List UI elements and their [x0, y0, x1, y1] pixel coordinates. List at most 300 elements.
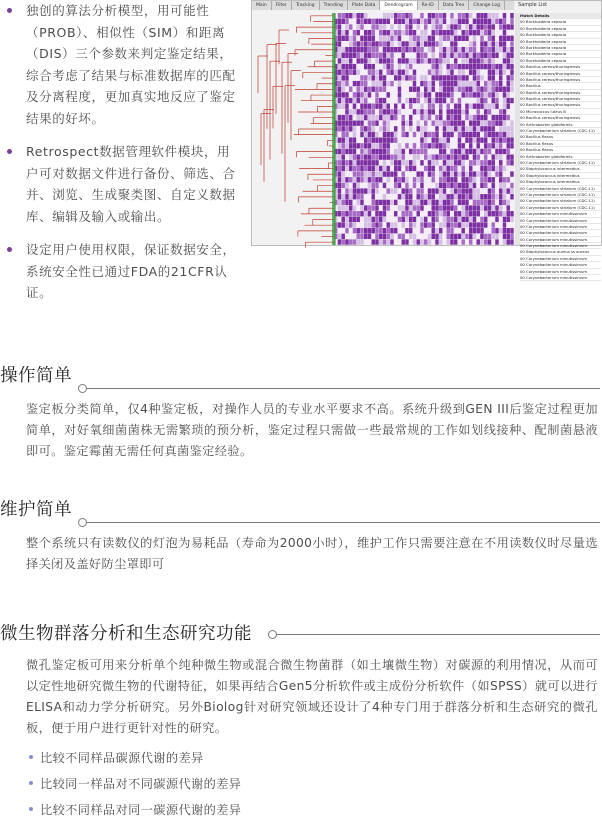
strain-row[interactable]: 00 Corynebacterium minutissimum — [520, 243, 601, 249]
heatmap-cell — [398, 70, 401, 75]
heatmap-cell — [507, 222, 510, 227]
heatmap-cell — [409, 177, 412, 182]
tab-trending[interactable]: Trending — [320, 1, 348, 10]
heatmap-cell — [447, 30, 450, 35]
strain-row[interactable]: 00 Burkholderia cepacia — [520, 39, 601, 45]
tab-change-log[interactable]: Change Log — [469, 1, 505, 10]
heatmap-cell — [424, 98, 427, 103]
strain-row[interactable]: 00 Bacillus flexus — [520, 134, 601, 140]
heatmap-cell — [357, 53, 360, 58]
heatmap-cell — [480, 104, 483, 109]
heatmap-cell — [480, 70, 483, 75]
heatmap-cell — [420, 211, 423, 216]
heatmap-cell — [462, 205, 465, 210]
heatmap-cell — [375, 211, 378, 216]
strain-row[interactable]: 00 Burkholderia cepacia — [520, 19, 601, 25]
heatmap-cell — [488, 92, 491, 97]
heatmap-cell — [405, 211, 408, 216]
heatmap-cell — [492, 13, 495, 18]
heatmap-cell — [357, 70, 360, 75]
heatmap-cell — [469, 205, 472, 210]
heatmap-cell — [372, 234, 375, 239]
list-item-text: 比较同一样品对不同碳源代谢的差异 — [40, 777, 242, 791]
heatmap-cell — [510, 115, 513, 120]
heatmap-cell — [383, 205, 386, 210]
heatmap-cell — [443, 200, 446, 205]
heatmap-cell — [417, 183, 420, 188]
strain-row[interactable]: 00 Corynebacterium minutissimum — [520, 262, 601, 268]
heatmap-cell — [495, 160, 498, 165]
heatmap-cell — [488, 171, 491, 176]
heatmap-cell — [375, 188, 378, 193]
heatmap-cell — [462, 24, 465, 29]
strain-row[interactable]: 00 Bacillus flexus — [520, 141, 601, 147]
heatmap-cell — [379, 41, 382, 46]
heatmap-cell — [420, 160, 423, 165]
heatmap-cell — [503, 58, 506, 63]
heatmap-cell — [420, 81, 423, 86]
heatmap-cell — [357, 75, 360, 80]
heatmap-cell — [492, 19, 495, 24]
heatmap-cell — [420, 30, 423, 35]
heatmap-cell — [432, 121, 435, 126]
heatmap-cell — [432, 81, 435, 86]
heatmap-cell — [495, 53, 498, 58]
tab-filter[interactable]: Filter — [272, 1, 292, 10]
heatmap-cell — [454, 13, 457, 18]
heatmap-cell — [484, 47, 487, 52]
heatmap-cell — [353, 24, 356, 29]
heatmap-cell — [507, 126, 510, 131]
heatmap-cell — [462, 239, 465, 244]
heatmap-cell — [477, 109, 480, 114]
heatmap-cell — [473, 41, 476, 46]
heatmap-cell — [353, 188, 356, 193]
strain-row[interactable]: 00 Bacillus cereus/thuringiensis — [520, 71, 601, 77]
tab-tracking[interactable]: Tracking — [292, 1, 320, 10]
heatmap-cell — [390, 137, 393, 142]
heatmap-cell — [492, 36, 495, 41]
heatmap-cell — [503, 211, 506, 216]
tab-plate-data[interactable]: Plate Data — [348, 1, 380, 10]
heatmap-cell — [342, 53, 345, 58]
heatmap-cell — [435, 115, 438, 120]
heatmap-cell — [417, 200, 420, 205]
heatmap-cell — [409, 70, 412, 75]
heatmap-cell — [465, 171, 468, 176]
heatmap-cell — [510, 143, 513, 148]
heatmap-cell — [387, 126, 390, 131]
heatmap-cell — [409, 30, 412, 35]
heatmap-cell — [379, 228, 382, 233]
strain-row[interactable]: 00 Burkholderia cepacia — [520, 26, 601, 32]
strain-row[interactable]: 00 Corynebacterium striatum (CDC-11) — [520, 192, 601, 198]
heatmap-cell — [417, 24, 420, 29]
heatmap-cell — [484, 70, 487, 75]
heatmap-cell — [387, 64, 390, 69]
heatmap-cell — [364, 194, 367, 199]
heatmap-cell — [469, 121, 472, 126]
heatmap-cell — [465, 115, 468, 120]
heatmap-cell — [495, 19, 498, 24]
heatmap-cell — [420, 143, 423, 148]
heatmap-cell — [465, 81, 468, 86]
heatmap-cell — [447, 137, 450, 142]
heatmap-cell — [383, 92, 386, 97]
strain-row[interactable]: 00 Staphylococcus intermedius — [520, 166, 601, 172]
heatmap-cell — [465, 239, 468, 244]
heatmap-cell — [417, 36, 420, 41]
heatmap-cell — [368, 211, 371, 216]
heatmap-cell — [390, 19, 393, 24]
heatmap-cell — [409, 234, 412, 239]
heatmap-cell — [375, 109, 378, 114]
heatmap-cell — [402, 13, 405, 18]
heatmap-cell — [368, 160, 371, 165]
heatmap-cell — [387, 211, 390, 216]
heatmap-cell — [364, 58, 367, 63]
heatmap-cell — [364, 98, 367, 103]
heatmap-cell — [360, 239, 363, 244]
strain-row[interactable]: 00 Corynebacterium striatum (CDC-11) — [520, 186, 601, 192]
heatmap-cell — [383, 188, 386, 193]
heatmap-cell — [447, 222, 450, 227]
heatmap-cell — [432, 239, 435, 244]
strain-row[interactable]: 00 Staphylococcus intermedius — [520, 173, 601, 179]
heatmap-cell — [477, 64, 480, 69]
strain-row[interactable]: 00 Corynebacterium minutissimum — [520, 224, 601, 230]
heatmap-cell — [338, 217, 341, 222]
heatmap-cell — [398, 160, 401, 165]
heatmap-cell — [420, 53, 423, 58]
strain-row[interactable]: 00 Bacillus cereus/thuringiensis — [520, 77, 601, 83]
heatmap-cell — [390, 75, 393, 80]
heatmap-cell — [375, 64, 378, 69]
heatmap-cell — [495, 109, 498, 114]
heatmap-cell — [443, 239, 446, 244]
strain-row[interactable]: 00 Bacillus cereus/thuringiensis — [520, 96, 601, 102]
heatmap-cell — [458, 24, 461, 29]
heatmap-cell — [345, 53, 348, 58]
heatmap-cell — [439, 222, 442, 227]
heatmap-cell — [465, 160, 468, 165]
heatmap-cell — [480, 171, 483, 176]
heatmap-cell — [357, 183, 360, 188]
heatmap-cell — [454, 228, 457, 233]
strain-row[interactable]: 00 Corynebacterium minutissimum — [520, 237, 601, 243]
heatmap-cell — [488, 58, 491, 63]
heatmap-cell — [349, 132, 352, 137]
heatmap-cell — [495, 30, 498, 35]
strain-row[interactable]: 00 Bacillus cereus/thuringiensis — [520, 115, 601, 121]
heatmap-cell — [492, 160, 495, 165]
heatmap-cell — [398, 228, 401, 233]
heatmap-cell — [402, 53, 405, 58]
heatmap-cell — [495, 36, 498, 41]
heatmap-cell — [435, 13, 438, 18]
heatmap-cell — [394, 81, 397, 86]
heatmap-cell — [353, 92, 356, 97]
heatmap-cell — [428, 104, 431, 109]
heatmap-cell — [480, 143, 483, 148]
heatmap-cell — [417, 64, 420, 69]
heatmap-cell — [450, 211, 453, 216]
heatmap-cell — [492, 154, 495, 159]
heatmap-cell — [353, 183, 356, 188]
strain-row[interactable]: 00 Bacillus cereus/thuringiensis — [520, 102, 601, 108]
heatmap-cell — [447, 194, 450, 199]
strain-row[interactable]: 00 Bacillus cereus/thuringiensis — [520, 64, 601, 70]
heatmap-cell — [435, 171, 438, 176]
heatmap-cell — [417, 160, 420, 165]
heatmap-cell — [357, 143, 360, 148]
heatmap-cell — [473, 115, 476, 120]
heatmap-cell — [409, 98, 412, 103]
heatmap-cell — [503, 239, 506, 244]
strain-row[interactable]: 00 Corynebacterium striatum (CDC-11) — [520, 205, 601, 211]
heatmap-cell — [394, 121, 397, 126]
heatmap-cell — [409, 183, 412, 188]
heatmap-cell — [447, 98, 450, 103]
heatmap-cell — [503, 183, 506, 188]
strain-row[interactable]: 00 Bacillus cereus/thuringiensis — [520, 90, 601, 96]
heatmap-cell — [364, 92, 367, 97]
heatmap-cell — [372, 160, 375, 165]
heatmap-cell — [428, 13, 431, 18]
heatmap-cell — [364, 143, 367, 148]
heatmap-cell — [420, 205, 423, 210]
heatmap-cell — [450, 64, 453, 69]
heatmap-cell — [349, 234, 352, 239]
strain-row[interactable]: 00 Corynebacterium minutissimum — [520, 211, 601, 217]
heatmap-cell — [473, 149, 476, 154]
heatmap-cell — [394, 166, 397, 171]
heatmap-cell — [349, 200, 352, 205]
heatmap-cell — [495, 98, 498, 103]
heatmap-cell — [435, 137, 438, 142]
heatmap-cell — [447, 41, 450, 46]
heatmap-cell — [413, 19, 416, 24]
heatmap-cell — [499, 143, 502, 148]
heatmap-cell — [443, 104, 446, 109]
heatmap-cell — [492, 75, 495, 80]
heatmap-cell — [507, 217, 510, 222]
strain-row[interactable]: 00 Staphylococcus intermedius — [520, 179, 601, 185]
heatmap-cell — [424, 166, 427, 171]
heatmap-cell — [488, 36, 491, 41]
heatmap-cell — [383, 70, 386, 75]
strain-row[interactable]: 00 Burkholderia cepacia — [520, 58, 601, 64]
heatmap-cell — [372, 188, 375, 193]
heatmap-cell — [469, 194, 472, 199]
heatmap-cell — [428, 36, 431, 41]
heatmap-cell — [372, 92, 375, 97]
heatmap-cell — [420, 98, 423, 103]
heatmap-cell — [499, 177, 502, 182]
heatmap-cell — [503, 41, 506, 46]
heatmap-cell — [435, 160, 438, 165]
heatmap-cell — [402, 183, 405, 188]
heatmap-cell — [473, 58, 476, 63]
heatmap-cell — [402, 58, 405, 63]
strain-row[interactable]: 00 Bacillus flexus — [520, 147, 601, 153]
heatmap-cell — [390, 160, 393, 165]
heatmap-cell — [443, 137, 446, 142]
strain-row[interactable]: 00 Micrococcus luteus B — [520, 109, 601, 115]
tab-data-tree[interactable]: Data Tree — [439, 1, 470, 10]
heatmap-cell — [465, 121, 468, 126]
heatmap-cell — [458, 239, 461, 244]
heatmap-cell — [390, 222, 393, 227]
heatmap-cell — [435, 70, 438, 75]
heatmap-cell — [473, 109, 476, 114]
heatmap-cell — [447, 36, 450, 41]
heatmap-cell — [368, 115, 371, 120]
heatmap-cell — [499, 234, 502, 239]
heatmap-cell — [394, 177, 397, 182]
strain-row[interactable]: 00 Burkholderia cepacia — [520, 51, 601, 57]
heatmap-cell — [473, 75, 476, 80]
heatmap-cell — [364, 222, 367, 227]
heatmap-cell — [465, 154, 468, 159]
heatmap-cell — [387, 160, 390, 165]
strain-row[interactable]: 00 Corynebacterium minutissimum — [520, 230, 601, 236]
heatmap-cell — [353, 160, 356, 165]
heatmap-cell — [458, 160, 461, 165]
strain-row[interactable]: 00 Corynebacterium minutissimum — [520, 256, 601, 262]
heatmap-cell — [465, 200, 468, 205]
strain-row[interactable]: 00 Arthrobacter globiformis — [520, 154, 601, 160]
strain-row[interactable]: 00 Staphylococcus aureus ss aureus — [520, 249, 601, 255]
heatmap-cell — [338, 183, 341, 188]
heatmap-cell — [480, 132, 483, 137]
strain-row[interactable]: 00 Arthrobacter globiformis — [520, 122, 601, 128]
heatmap-cell — [372, 58, 375, 63]
heatmap-cell — [360, 109, 363, 114]
heatmap-cell — [413, 58, 416, 63]
heatmap-cell — [375, 200, 378, 205]
strain-row[interactable]: 00 Corynebacterium striatum (CDC-11) — [520, 160, 601, 166]
heatmap-cell — [413, 171, 416, 176]
tab-main[interactable]: Main — [252, 1, 272, 10]
heatmap-cell — [458, 81, 461, 86]
heatmap-cell — [368, 132, 371, 137]
heatmap-cell — [417, 239, 420, 244]
heatmap-cell — [349, 228, 352, 233]
heatmap-cell — [458, 104, 461, 109]
heatmap-cell — [473, 200, 476, 205]
strain-row[interactable]: 00 Burkholderia cepacia — [520, 45, 601, 51]
heatmap-cell — [409, 19, 412, 24]
strain-row[interactable]: 00 Corynebacterium striatum (CDC-11) — [520, 128, 601, 134]
heatmap-cell — [413, 64, 416, 69]
heatmap-cell — [424, 115, 427, 120]
strain-row[interactable]: 00 Corynebacterium minutissimum — [520, 269, 601, 275]
heatmap-cell — [450, 166, 453, 171]
heatmap-cell — [507, 171, 510, 176]
heatmap-cell — [409, 228, 412, 233]
heatmap-cell — [357, 222, 360, 227]
heatmap-cell — [402, 234, 405, 239]
heatmap-cell — [353, 239, 356, 244]
heatmap-cell — [342, 75, 345, 80]
heatmap-cell — [413, 154, 416, 159]
heatmap-cell — [428, 121, 431, 126]
heatmap-cell — [488, 19, 491, 24]
heatmap-cell — [492, 115, 495, 120]
heatmap-cell — [387, 137, 390, 142]
heatmap-cell — [413, 137, 416, 142]
heatmap-cell — [417, 171, 420, 176]
tab-re-id[interactable]: Re-ID — [418, 1, 439, 10]
strain-row[interactable]: 00 Burkholderia cepacia — [520, 32, 601, 38]
heatmap-cell — [465, 183, 468, 188]
heatmap-cell — [447, 115, 450, 120]
heatmap-cell — [409, 239, 412, 244]
strain-row[interactable]: 00 Corynebacterium minutissimum — [520, 218, 601, 224]
strain-row[interactable]: 00 Corynebacterium striatum (CDC-11) — [520, 198, 601, 204]
heatmap-cell — [495, 171, 498, 176]
heatmap-cell — [364, 188, 367, 193]
heatmap-cell — [360, 104, 363, 109]
heatmap-cell — [462, 121, 465, 126]
heatmap-cell — [405, 228, 408, 233]
tab-dendrogram[interactable]: Dendrogram — [380, 1, 417, 10]
heatmap-cell — [402, 166, 405, 171]
heatmap-cell — [480, 47, 483, 52]
heatmap-cell — [458, 87, 461, 92]
heatmap-cell — [368, 104, 371, 109]
heatmap-cell — [368, 200, 371, 205]
section-title: 操作简单 — [0, 366, 72, 386]
heatmap-cell — [465, 70, 468, 75]
heatmap-cell — [443, 70, 446, 75]
heatmap-cell — [492, 200, 495, 205]
heatmap-cell — [454, 217, 457, 222]
heatmap-cell — [364, 183, 367, 188]
heatmap-cell — [465, 217, 468, 222]
heatmap-cell — [458, 58, 461, 63]
heatmap-cell — [492, 211, 495, 216]
heatmap-cell — [394, 200, 397, 205]
heatmap-cell — [398, 41, 401, 46]
heatmap-cell — [353, 81, 356, 86]
strain-row[interactable]: 00 Bacillus — [520, 83, 601, 89]
strain-row[interactable]: 00 Corynebacterium minutissimum — [520, 275, 601, 281]
heatmap-cell — [439, 36, 442, 41]
heatmap-cell — [432, 126, 435, 131]
heatmap-cell — [368, 70, 371, 75]
heatmap-cell — [394, 24, 397, 29]
heatmap-cell — [465, 98, 468, 103]
heatmap-cell — [372, 171, 375, 176]
heatmap-cell — [439, 126, 442, 131]
heatmap-cell — [469, 126, 472, 131]
heatmap-cell — [507, 121, 510, 126]
heatmap-cell — [413, 81, 416, 86]
heatmap-cell — [424, 183, 427, 188]
heatmap-cell — [428, 53, 431, 58]
heatmap-cell — [402, 132, 405, 137]
heatmap-cell — [435, 234, 438, 239]
heatmap-cell — [488, 115, 491, 120]
heatmap-cell — [450, 36, 453, 41]
heatmap-cell — [368, 234, 371, 239]
heatmap-cell — [349, 58, 352, 63]
bullet-dot-icon — [7, 8, 12, 13]
heatmap-cell — [443, 41, 446, 46]
heatmap-cell — [458, 211, 461, 216]
